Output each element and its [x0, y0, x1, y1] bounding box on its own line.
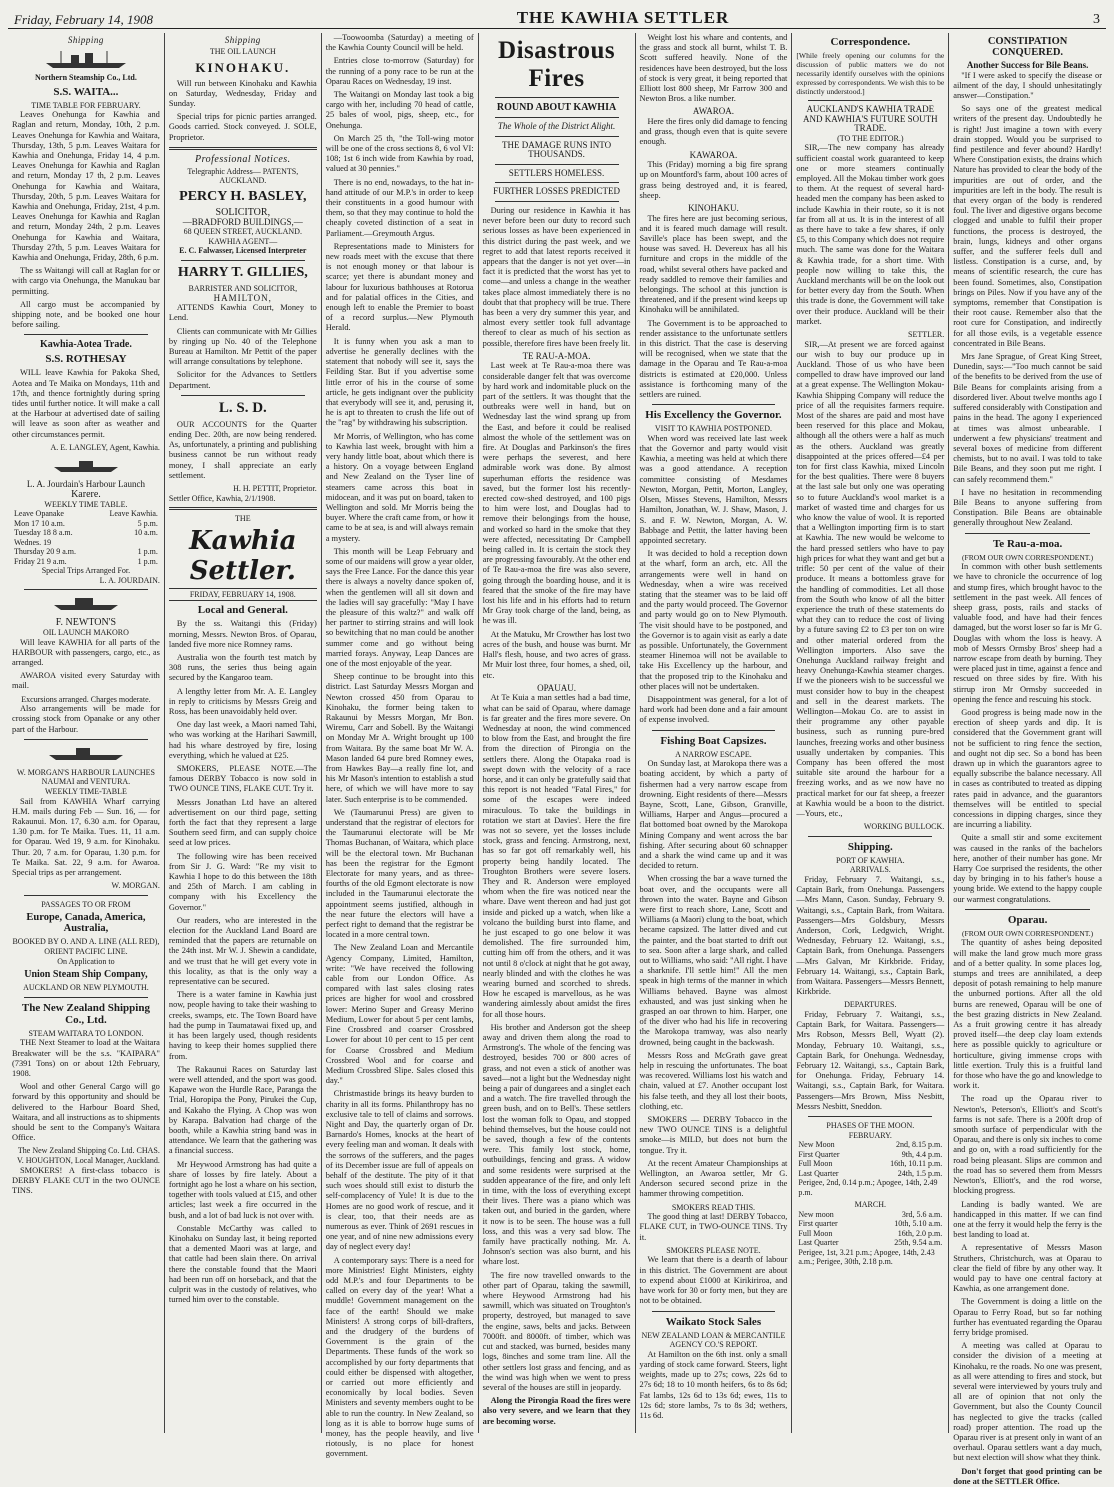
langley-signature: A. E. LANGLEY, Agent, Kawhia. [50, 442, 160, 452]
column-3 [322, 33, 479, 1459]
table-cell: Friday 21 9 a.m. [14, 556, 67, 566]
paragraph: Good progress is being made now in the erection of sheep yards and dip. It is considered that the Government grant will not be sufficient to ring fence the section, and ought not dip sec. So a bond has been drawn up in which the guarantors agree to equally subscribe the balance necessary. All in cases as contributed to treated as dipping rates paid in advance, and the guarantors themselves will be entitled to special concessions in dipping charges, since they are incurring a liability. [953, 707, 1102, 830]
table-row [12, 538, 160, 548]
kinohaku-text: Will run between Kinohaku and Kawhia on Saturday, Wednesday, Friday and Sunday. [168, 78, 317, 108]
tt-head-right: Leave Kawhia. [109, 509, 158, 519]
disclaimer: [While freely opening our columns for the discussion of public matters we do not necessarily identify ourselves with the opinions expressed by correspondents. We wish this to be distinctly understood.] [796, 51, 945, 96]
newspaper-banner: Kawhia Settler. [189, 525, 297, 586]
paragraph: So says one of the greatest medical writers of the present day. Undoubtedly he is right! Just imagine a town with every drain stopped. Would you be surprised to find pestilence and fever abound? Hardly! Where Constipation exists, the drains which Nature has provided to clear the body of the impurities are out of order, and the impurities are left in the body. The result is that every organ of the body is rendered foul. The liver and digestive organs become clogged and unable to fulfil their proper functions, the process is destroyed, the brain, lungs, kidneys and other organs suffer, and the sufferer feels dull and listless. Constipation is a curse, and, by means of scientific research, the cure has been found. Sometimes, also, Constipation brings on Piles. Now if you have any of the symptoms, remember that Constipation is their root cause. Remember also that the root cure for Constipation, and indirectly for all those evils, is a vegetable essence concentrated in Bile Beans. [953, 104, 1102, 348]
attends-court: ATTENDS Kawhia Court, Money to Lend. [168, 303, 317, 323]
smokers-ad: SMOKERS! A first-class tobacco is DERBY FLAKE CUT in the two OUNCE TINS. [12, 1165, 160, 1196]
launch-icon [41, 744, 131, 764]
aotea-trade: Kawhia-Aotea Trade. [40, 339, 132, 351]
paragraph: A contemporary says: There is a need for more Ministries! Eight Ministers, eighty odd M.P.'s and four Departments to be called on every day of the year! What a muddle! Government management on the face of the earth! Should we make Ministers! A strong corps of bill-drafters, and the drudgery of the burdens of Government is the grain of the Departments. These funds of the work so accomplished by our forty departments that could either be dispensed with altogether, or carried out more efficiently and economically by local bodies. Seven Ministers and seventy members ought to be able to run the country. In New Zealand, so long as it is able to borrow huge sums of money, has the people heavily, and live riotously, is no place for honest government. [325, 1255, 474, 1459]
morgan-signature: W. MORGAN. [111, 881, 160, 891]
cargo-note: All cargo must be accompanied by shipping note, and be booked one hour before sailing. [12, 299, 160, 330]
table-row [796, 1248, 944, 1267]
moon-march: MARCH. [854, 1200, 886, 1210]
sub-heading: TE RAU-A-MOA. [522, 350, 591, 361]
table-cell: Thursday 20 9 a.m. [14, 547, 76, 557]
table-row [12, 528, 160, 538]
column-4 [479, 33, 636, 1433]
paragraph: The Waitangi on Monday last took a big cargo with her, including 70 head of cattle, 25 bales of wool, pigs, sheep, etc., for Onehunga. [325, 90, 474, 130]
table-row [796, 1150, 944, 1160]
newton-title: F. NEWTON'S [55, 617, 117, 629]
smokers-text: The good thing at last! DERBY Tobacco, FLAKE CUT, in TWO-OUNCE TINS. Try it. [639, 1212, 788, 1242]
barrister: BARRISTER AND SOLICITOR, [188, 283, 298, 293]
paragraph: Our readers, who are interested in the election for the Auckland Land Board are reminded that the papers are returnable on the 24th inst. Mr W. J. Shewin a candidate, and we trust that he will get every vote in this locality, as that is the only way a representative can be secured. [168, 915, 317, 987]
departures-heading: DEPARTURES. [844, 1000, 897, 1010]
paragraph: Along the Pirongia Road the fires were also very severe, and we learn that they are becoming worse. [482, 1396, 631, 1426]
waitaki-title: S.S. WAITA... [53, 85, 119, 98]
table-cell: Last Quarter [798, 1238, 839, 1248]
nz-shipping-signature: The New Zealand Shipping Co. Ltd. CHAS. V. HOUGHTON, Local Manager, Auckland. [16, 1146, 160, 1166]
table-cell: 16th, 2.0 p.m. [897, 1228, 943, 1238]
paragraph: —Toowoomba (Saturday) a meeting of the Kawhia County Council will be held. [325, 33, 474, 53]
column-7 [949, 33, 1106, 1486]
gillies-name: HARRY T. GILLIES, [177, 264, 308, 280]
paragraph: The following wire has been received from Sir J. G. Ward: "Re my visit to Kawhia I hope to do this between the 18th and 25th of March. I am cabling in company with his Excellency the Governor." [168, 851, 317, 912]
table-row [796, 1219, 944, 1229]
sub-heading: KINOHAKU. [688, 203, 739, 214]
paragraph: Australia won the fourth test match by 308 runs, the series thus being again secured by the Kangaroo team. [168, 652, 317, 683]
table-cell: 9th, 4.4 p.m. [901, 1149, 943, 1159]
bullock-signature: WORKING BULLOCK. [863, 822, 945, 832]
paragraph: On March 25 th, "the Toll-wing motor will be one of the cross sections 8, 6 vol VI: 108; 1st 6 inch wide from Kawhia by road, valued at 30 pennies." [325, 133, 474, 174]
paragraph: This (Friday) morning a big fire sprang up on Mountford's farm, about 100 acres of grass being destroyed and, it is feared, sheep. [639, 160, 788, 200]
banner-date: FRIDAY, FEBRUARY 14, 1908. [169, 588, 317, 602]
apply: On Application to [57, 956, 115, 966]
paragraph: The road up the Oparau river to Newton's, Peterson's, Elliott's and Scott's farms is not safe. There is a 200ft drop of smooth surface of perpendicular with the Oparau, and there is only six inches to come and go on, with a road sufficiently for the road being pleasant. Slips are common and the road has so severed them from Messrs Newton's, Elliott's, and the rod worse, blocking progress. [953, 1094, 1102, 1196]
paragraph: SIR,—The new company has already sufficient coastal work guaranteed to keep one or more steamers continually employed. All the Mokau timber work goes to them. At the request of several hard-headed men the company has been asked to include Kawhia in their route, so it is not far from all at us. It is in the interest of all as there have to take a few shares, if only £5, to this Company which does not require much. The same was done for the Waitara & Kawhia trade, for a short time. With people now willing to take this, the Auckland merchants will be on the look out for better every day from the South. When this trade is done, the Government will take over their produce. Auckland will be their market. [796, 143, 945, 326]
basley-name: PERCY H. BASLEY, [179, 189, 307, 204]
paragraph: The fires here are just becoming serious, and it is feared much damage will result. Saville's place has been swept, and the house was saved. H. Devereux has all his furniture and crops in the middle of the road, whilst several others have packed and ready saddled to remove their families and belongings. The school at this junction is threatened, and if the present wind keeps up Kinohaku will be annihilated. [639, 213, 788, 315]
rothesay-title: S.S. ROTHESAY [45, 353, 127, 366]
nz-shipping-co: The New Zealand Shipping Co., Ltd. [21, 1001, 150, 1026]
bile-beans-heading: Another Success for Bile Beans. [966, 60, 1089, 70]
advances-note: Solicitor for the Advances to Settlers Department. [168, 370, 317, 390]
passages: PASSAGES TO OR FROM [41, 899, 131, 909]
table-row [796, 1140, 944, 1150]
table-row [12, 519, 160, 529]
table-cell: 10 a.m. [134, 528, 158, 538]
next-steamer: THE Next Steamer to load at the Waitara Breakwater will be the s.s. "KAIPARA" (7391 Tons) on or about 12th February, 1908. [12, 1038, 160, 1079]
own-correspondent: (FROM OUR OWN CORRESPONDENT.) [962, 928, 1094, 938]
table-cell: Perigee, 2nd, 0.14 p.m.; Apogee, 14th, 2.49 p.m. [798, 1178, 938, 1197]
clients-note: Clients can communicate with Mr Gillies by ringing up No. 40 of the Telephone Bureau at Hamilton. Mr Pettit of the paper will arrange consultations by telephone. [168, 326, 317, 367]
paragraph: Entries close to-morrow (Saturday) for the running of a pony race to be run at the Oparau Races on Wednesday, 19 inst. [325, 56, 474, 86]
table-cell: First Quarter [798, 1149, 840, 1159]
paragraph: Mr Heywood Armstrong has had quite a share of losses by fire lately. About a fortnight ago he lost a whare on his section, together with tools valued at £15, and other articles; last week a fire occurred in the bush, and a lot of bad luck is not over with. [168, 1159, 317, 1220]
table-cell: 16th, 10.11 p.m. [890, 1159, 943, 1169]
paragraph: A meeting was called at Oparau to consider the division of a meeting at Kinohaku, re the roads. No one was present, as all were attending to fires and stock, but several were interviewed by yours truly and all are of opinion that not only the Government, but also the County Council has neglected to give the tracks (called road) proper attention. The road up the Oparau river is at present only in want of an overhaul. Oparau settlers want a day much, but next election will show what they think. [953, 1341, 1102, 1463]
morgan-text: Sail from KAWHIA Wharf carrying H.M. mails during Feb — Sun. 16, — for Rakaunui. Mon. 17, 6.30 a.m. for Oparau, 1.30 p.m. for Te Maika. Tues. 11, 11 a.m. for Oparau. Wed 19, 9 a.m. for Kinohaku. Thur. 20, 7 a.m. for Oparau, 1.30 p.m. for Te Maika. Sat. 22, 9 a.m. for Awaroa. Special trips as per arrangement. [12, 796, 160, 878]
union-address: AUCKLAND OR NEW PLYMOUTH. [23, 983, 149, 993]
steamship-icon [41, 49, 131, 69]
launch-icon [41, 594, 131, 614]
jourdain-launch: L. A. Jourdain's Harbour Launch [26, 479, 145, 490]
oil-launch-heading: THE OIL LAUNCH [209, 47, 276, 56]
page-number: 3 [1092, 12, 1100, 27]
paragraph: Representations made to Ministers for new roads meet with the excuse that there is not enough money or that labour is scarce; yet there is abundant money and labour for luxurious bathhouses at Rotorua and for palatial offices in the Cities, and enough left to enable the Premier to boast of a record surplus.—New Plymouth Herald. [325, 241, 474, 333]
table-cell: 24th, 1.5 p.m. [897, 1168, 943, 1178]
newspaper-title: THE KAWHIA SETTLER [516, 8, 730, 27]
column-2 [165, 33, 322, 1433]
moon-feb: FEBRUARY. [848, 1130, 892, 1140]
solicitor: SOLICITOR, [215, 207, 271, 218]
local-general-heading: Local and General. [197, 604, 288, 617]
smokers-note: SMOKERS PLEASE NOTE. [666, 1245, 761, 1255]
company-name: Northern Steamship Co., Ltd. [35, 73, 137, 82]
whole-district: The Whole of the District Alight. [497, 121, 616, 131]
paragraph: At the Matuku, Mr Crowther has lost two acres of the bush, and house was burnt. Mr Hall's flesh, house, and two acres of grass. Mr Muir lost three, four homes, a shed, oil, etc. [482, 629, 631, 680]
arrivals-heading: ARRIVALS. [849, 865, 891, 875]
pettit-signature: H. H. PETTIT, Proprietor. [233, 484, 317, 493]
port-heading: PORT OF KAWHIA. [835, 855, 905, 865]
paragraph: When word was received late last week that the Governor and party would visit Kawhia, a meeting was held at which there was a good attendance. A reception committee consisting of Mesdames Newton, Morgan, Pettit, Morton, Langley, Olsen, Misses Stevens, Hamilton, Messrs Hamilton, Jonathan, W. J. Shaw, Mason, J. S. and F. W. Newton, Morgan, A. W. Babbage and Pettit, the latter having been appointed secretary. [639, 433, 788, 545]
paragraph: The Government is doing a little on the Oparau to Ferry Road, but so far nothing further has eventuated regarding the Oparau ferry bridge promised. [953, 1297, 1102, 1337]
morgan-title: W. MORGAN'S HARBOUR LAUNCHES NAUMAI and VENTURA. [16, 767, 155, 787]
column-6 [792, 33, 949, 1433]
launch-icon [41, 456, 131, 476]
paragraph: There is no end, nowadays, to the hat in-hand attitude of our M.P.'s in order to keep their constituents in a good humour with them, so that they may continue to hold the cheaply coveted distinction of a seat in Parliament.—Greymouth Argus. [325, 177, 474, 238]
table-row [796, 1238, 944, 1248]
paragraph: The Government is to be approached to render assistance to the unfortunate settlers in this district. That the case is deserving will be recognised, when we state that the damage in the Oparau and Te Rau-a-moa districts is estimated at £20,000. Unless assistance is forthcoming many of the settlers are ruined. [639, 318, 788, 400]
also-arrangements: Also arrangements will be made for crossing stock from Opanake or any other part of the Harbour. [12, 704, 160, 734]
launch-timetable [12, 509, 160, 566]
lsd-title: L. S. D. [218, 399, 267, 416]
table-cell: Last Quarter [798, 1168, 839, 1178]
own-correspondent: (FROM OUR OWN CORRESPONDENT.) [962, 552, 1094, 562]
departures-list: Friday, February 7. Waitangi, s.s., Captain Bark, for Waitara. Passengers—Mrs Robson, Messrs Bell, Wyatt (2). Monday, February 10. Waitangi, s.s., Captain Bark, for Onehunga. Wednesday, February 12. Waitangi, s.s., Captain Bark, for Onehunga. Friday, February 14. Waitangi, s.s., Captain Bark, for Waitara. Passengers—Mrs Brown, Miss Nesbitt, Messrs Nesbitt, Sneddon. [796, 1009, 945, 1111]
paragraph: This month will be Leap February and some of our maidens will grow a year older, says the Free Lance. For the dance this year there is always a novelty dance spoken of, when the gentlemen will all sit down and the ladies will say gracefully: "May I have the pleasure of this waltz?" and walk off her partner to stirring strains and will look so bewitching that no man could be another summer come and go without being married forays. Anyway, Leap Dances are one of the most enjoyable of the year. [325, 546, 474, 668]
newton-launch: OIL LAUNCH MAKORO [42, 628, 129, 638]
timetable-title: TIME TABLE FOR FEBRUARY. [31, 100, 141, 110]
nzloan-report: NEW ZEALAND LOAN & MERCANTILE AGENCY CO.'S REPORT. [641, 1330, 786, 1350]
table-cell: First quarter [798, 1219, 838, 1229]
paragraph: Sheep continue to be brought into this district. Last Saturday Messrs Morgan and Newton crossed 450 from Oparau to Kinohaku, the former being taken to Rakaunui by Messrs Morgan, Mr Bon. Wiremu, Carr and Sobell. By the Waitangi on Monday Mr A. Wright brought up 100 from Waitara. By the same boat Mr W. A. Mason landed 64 pure bred Romney ewes, from Hawkes Bay—a really fine lot, and his Mr Mason's intention to establish a stud here, of which we will have more to say later. Such enterprise is to be commended. [325, 672, 474, 804]
masthead [8, 4, 1106, 29]
smokers-read: SMOKERS READ THIS. [671, 1202, 756, 1212]
paragraph: It is funny when you ask a man to advertise he generally declines with the statement that nobody will see it, says the Feilding Star. But if you advertise some little error of his in the course of some article, he gets indignant over the publicity that everybody will see it, and, perusing it, he is apt to threaten to crush the life out of the "rag" by withdrawing his subscription. [325, 336, 474, 428]
telegraphic-address: Telegraphic Address— PATENTS, AUCKLAND. [187, 166, 299, 186]
steam-london: STEAM WAITARA TO LONDON. [28, 1028, 144, 1038]
paragraph: At Te Kuia a man settles had a bad time, what can be said of Oparau, where damage is far greater and the fires more severe. On Wednesday at noon, the wind commenced to blow from the East, and brought the fire from the direction of Pirongia on the settlers there. Along the Otapaka road is swept down with the velocity of a race horse, and it can only be gratefully said that this report is not headed "Fatal Fires," for some of the escapes were indeed miraculous. To take the buildings in rotation we start at Davies'. Here the fire was not so severe, yet the losses include stock, grass and fencing. Armstrong, next, has so far got off remarkably well, his property being handily located. The Troughton Brothers were severe losers. They and R. Anderson were employed whom when the fire was noticed near the whare. Dave went thereon and had just got inside and picked up a watch, when like a volcano the building burst into flame, and he just escaped to go one below it was demolished. The fire surrounded him, cutting him off from the others, and it was not until 8 o'clock at night that he got away, nearly blinded and with the clothes he was wearing burned and scorched to shreds. How he escaped is marvellous, as he was wandering aimlessly about amidst the fires for all those hours. [482, 693, 631, 1019]
table-row [796, 1178, 944, 1197]
newton-awaroa: AWAROA visited every Saturday with mail. [12, 671, 160, 691]
trade-heading: AUCKLAND'S KAWHIA TRADE AND KAWHIA'S FUTURE SOUTH TRADE. [802, 104, 938, 134]
section-shipping: Shipping [67, 35, 104, 45]
fishing-heading: Fishing Boat Capsizes. [660, 734, 767, 747]
table-row [796, 1169, 944, 1179]
disastrous-fires-headline: Disastrous Fires [498, 37, 616, 92]
section-shipping: Shipping [224, 35, 261, 45]
table-cell: Mon 17 10 a.m. [14, 518, 65, 528]
paragraph: Quite a small stir and some excitement was caused in the ranks of the bachelors here, another of their number has gone. Mr Harry Coe surprised the residents, the other day by bringing in to his father's house a young bride. We extend to the happy couple our warmest congratulations. [953, 833, 1102, 904]
table-cell: Perigee, 1st, 3.21 p.m.; Apogee, 14th, 2.43 a.m.; Perigee, 30th, 2.18 p.m. [798, 1247, 935, 1267]
paragraph: The fire now travelled onwards to the other part of Oparau, taking the sawmill, where Heywood Armstrong had his sawmill, which was situated on Troughton's property, destroyed, but managed to save the engine, saws, belts and jacks. Between 7000ft. and 8000ft. of timber, which was cut and stacked, was burned, besides many logs, 8inches and some tram line. All the other settlers lost grass and fencing, and as the wind was high when we went to press several of the houses are still in jeopardy. [482, 1270, 631, 1392]
timetable-note: The ss Waitangi will call at Raglan for or with cargo via Onehunga, the Manukau bar permitting. [12, 266, 160, 296]
paragraph: We (Taumarunui Press) are given to understand that the registrar of electors for the Taumarunui electorate will be Mr Thomas Buchanan, of Waitara, which place will be the electoral town. Mr Buchanan has been the registrar for the Egmont Electorate for many years, and as three-fourths of the old Egmont electorate is now included in the Taumarunui electorate the appointment seems justified, although in the near future the electors will have a perfect right to demand that the registrar be located in a more central town. [325, 807, 474, 940]
paragraph: Weight lost his whare and contents, and the grass and stock all burnt, whilst T. B. Scott suffered heavily. None of the residences have been destroyed, but the loss of stock is very great, it being reported that Elliott lost 800 sheep, Mr Farrow 300 and Newton Bros. a like number. [639, 33, 788, 104]
settler-office: Settler Office, Kawhia, 2/1/1908. [168, 493, 276, 503]
to-editor: (TO THE EDITOR.) [837, 133, 904, 143]
kinohaku-note: Special trips for picnic parties arranged. Goods carried. Stock conveyed. J. SOLE, Proprietor. [168, 112, 317, 142]
paragraph: During our residence in Kawhia it has never before been our duty to record such serious losses as have been experienced in this district during the past week, and we regret to add that latest reports received it appears that the danger is not yet over—in fact it is predicted that the worst has yet to come—and unless a change in the weather takes place almost immediately there is no doubt that that prophecy will be true. There has been a very dry summer this year, and almost every settler took full advantage thereof to clear as much of his section as possible, therefore fires have been freely lit. [482, 205, 631, 348]
paragraph: I have no hesitation in recommending Bile Beans to anyone suffering from Constipation. Bile Beans are obtainable generally throughout New Zealand. [953, 487, 1102, 528]
wool-cargo: Wool and other General Cargo will go forward by this opportunity and should be delivered to the Harbour Board Shed, Waitara, and all instructions as to shipments should be sent to the Company's Waitara Office. [12, 1082, 160, 1143]
paragraph: Messrs Jonathan Ltd have an altered advertisement on our third page, setting forth the fact that they represent a large Southern seed firm, and can supply choice seed at low prices. [168, 797, 317, 848]
paragraph: It was decided to hold a reception down at the wharf, form an arch, etc. All the arrangements were well in hand on Wednesday, when a wire was received stating that the steamer was to be laid off and the party would proceed. The Governor and party would go on to New Plymouth. The visit should have to be postponed, and the Governor is to again visit as early a date as possible. Unfortunately, the Government steamer Hinemoa will not be available to take His Excellency up the harbour, and that the proposed trip to the Kinohaku and other places will not be undertaken. [639, 549, 788, 691]
table-cell: Full Moon [798, 1159, 833, 1169]
sub-heading: KAWAROA. [689, 149, 738, 160]
table-row [796, 1210, 944, 1220]
moon-heading: PHASES OF THE MOON. [826, 1121, 915, 1131]
paragraph: Disappointment was general, for a lot of hard work had been done and a fair amount of expense involved. [639, 694, 788, 725]
kinohaku-title: KINOHAKU. [195, 59, 291, 75]
issue-date: Friday, February 14, 1908 [14, 12, 154, 27]
bradford-buildings: —BRADFORD BUILDINGS,— [182, 216, 303, 227]
paragraph: When crossing the bar a wave turned the boat over, and the occupants were all thrown into the water. Bayne and Gibson were first to reach shore, Lane, Scott and Williams (a Maori) clung to the boat, which became capsized. The latter dived and cut the painter, and the boat started to drift out to sea. Soon after a large shark, and called out to Williams, who said: "All right. I have a sharknife. I'll settle him!" All the men speak in high terms of the manner in which Williams behaved. Bayne was almost exhausted, and was just sinking when he grasped an oar thrown to him. Harper, one of the diver who had his life in recovering the Marokopa tramway, was also nearly drowned, being caught in the backwash. [639, 874, 788, 1047]
sub-heading: OPAUAU. [537, 682, 577, 693]
sub-heading: AWAROA. [692, 106, 734, 117]
paragraph: By the ss. Waitangi this (Friday) morning, Messrs. Newton Bros. of Oparau, landed five more nice Romney rams. [168, 619, 317, 649]
table-cell: 1 p.m. [137, 547, 158, 557]
rothesay-text: WILL leave Kawhia for Pakoka Shed, Aotea and Te Maika on Mondays, 11th and 17th, and thence fortnightly during spring tides until further notice. It will make a call at the Harbour at advertised date of sailing will leave as soon after as weather and other circumstances permit. [12, 368, 160, 439]
moon-table-march [796, 1210, 944, 1267]
raumoa-heading: Te Rau-a-moa. [992, 537, 1063, 550]
paragraph: Last week at Te Rau-a-moa there was considerable danger felt that was overcome by hard work and indomitable pluck on the part of the settlers. It was thought that the outbreaks were well in hand, but on Wednesday last the wind sprang up from the East, and before it could be realised almost the whole of the settlement was on fire. At Douglas and Parkinson's the fires were perhaps the severest, and here admirable work was done. By almost superhuman efforts the residence was saved, but the former lost his recently-erected cow-shed destroyed, and 100 pigs to him were lost, and Douglas had to remove their belongings from the house, and worked so hard in the smoke that they were affected, necessitating Dr Campbell being called in. It is certain the stock they are progressing favourably. At the other end of Te Rau-a-moa the fire was also severe, going through the boarding house, and it is feared that the smoke of the fire may have lost his life and in his efforts had to return Mr Gray took charge of the land, being, as he was ill. [482, 361, 631, 626]
table-row [12, 557, 160, 567]
paragraph: Mrs Jane Sprague, of Great King Street, Dunedin, says:—"Too much cannot be said of the benefits to be derived from the use of Bile Beans for complaints arising from a disordered liver. About twelve months ago I suffered considerably with Constipation and pains in the head. The agony I experienced at times was almost unbearable. I underwent a few physicians' treatment and several boxes of medicine from different chemists, but to no avail. I was told to take Bile Beans, and they soon put me right. I can safely recommend them." [953, 352, 1102, 484]
queen-street: 68 QUEEN STREET, AUCKLAND. [183, 227, 302, 237]
professional-notices: Professional Notices. [194, 153, 291, 165]
tt-head-left: Leave Opanake [14, 509, 64, 519]
table-cell: 3rd, 5.6 a.m. [901, 1209, 943, 1219]
paragraph: There is a water famine in Kawhia just now, people having to take their washing to creeks, swamps, etc. The Town Board have had the pump in Taumatawai fixed up, and it has been largely used, though residents having to keep their homes supplied there from. [168, 990, 317, 1061]
table-cell: 5 p.m. [137, 518, 158, 528]
paragraph: His brother and Anderson got the sheep away and driven them along the road to Armstrong's. The whole of the fencing was destroyed, besides 700 or 800 acres of grass, and not even a stick of another was saved—not a light but the Wednesday night being a pair of dungarees and a singlet each and a watch. The fire travelled through the green bush, and on to Bell's. These settlers lost the woman folk to Opau, and stopped behind themselves, but the house could not be saved, though a few of the contents were. This family lost stock, home, outbuildings, fencing and grass. A widow and some residents were surprised at the sudden appearance of the fire, and only left in time, with the loss of everything except their lives. There was a piano which was taken out, and buried in the garden, where it now is to be seen. The house was a full loss, and this was a very sad blow. The family have practically nothing. Mr. A. Johnson's section was also burnt, and his whare lost. [482, 1022, 631, 1267]
printing-notice: Don't forget that good printing can be done at the SETTLER Office. [953, 1466, 1102, 1486]
paragraph: A lengthy letter from Mr. A. E. Langley in reply to criticisms by Messrs Greig and Ross, has been unavoidably held over. [168, 686, 317, 716]
falwasser: E. C. Falwasser, Licensed Interpreter [179, 246, 307, 256]
column-1 [8, 33, 165, 1433]
waikato-heading: Waikato Stock Sales [665, 1315, 762, 1328]
banner-the: THE [235, 514, 251, 524]
correspondence-heading: Correspondence. [830, 36, 911, 48]
governor-heading: His Excellency the Governor. [645, 409, 782, 422]
paragraph: Here the fires only did damage to fencing and grass, though even that is quite severe enough. [639, 117, 788, 147]
oparau-heading: Oparau. [1007, 913, 1048, 926]
kawhia-agent: KAWHIA AGENT— [208, 236, 278, 246]
further-losses: FURTHER LOSSES PREDICTED [493, 186, 621, 197]
table-cell: New Moon [798, 1140, 835, 1150]
union-steamship: Union Steam Ship Company, [24, 969, 148, 981]
europe: Europe, Canada, America, Australia, [26, 912, 146, 935]
excursions: Excursions arranged. Charges moderate. [21, 694, 151, 704]
paragraph: One day last week, a Maori named Tahi, who was working at the Harihari Sawmill, had his whare destroyed by fire, losing everything, which he valued at £25. [168, 720, 317, 760]
paragraph: Messrs Ross and McGrath gave great help in rescuing the unfortunates. The boat was recovered. Williams lost his watch and chain, valued at £7. Another occupant lost his false teeth, and they all lost their boots, clothing, etc. [639, 1050, 788, 1111]
table-row [796, 1229, 944, 1239]
weekly-timetable: WEEKLY TIME TABLE. [44, 499, 128, 509]
newton-text: Will leave KAWHIA for all parts of the HARBOUR with passengers, cargo, etc., as arranged. [12, 637, 160, 668]
paragraph: A representative of Messrs Mason Struthers, Christchurch, was at Oparau to clear the field of fibre by any other way. It would pay to have one central factory at Kawhia, as one arrangement done. [953, 1243, 1102, 1294]
damage-thousands: THE DAMAGE RUNS INTO THOUSANDS. [502, 139, 612, 160]
timetable-text: Leaves Onehunga for Kawhia and Raglan and return, Monday, 10th, 2 p.m. Leaves Onehunga for Kawhia and Waitara, Thursday, 13th, 5 p.m. Leaves Waitara for Kawhia and Onehunga, Friday 14, 4 p.m. Leaves Onehunga for Kawhia and Raglan and return, Monday 17 th, 2 p.m. Leaves Onehunga for Kawhia and Waitara, Thursday, 20th, 5 p.m. Leaves Waitara for Kawhia and Onehunga, Friday, 21st, 4 p.m. Leaves Onehunga for Kawhia and Raglan and return, Monday 24th, 2 p.m. Leaves Onehunga for Kawhia and Waitara, Thursday 27th, 5 p.m. Leaves Waitara for Kawhia and Onehunga, Friday, 28th, 6 p.m. [12, 110, 160, 263]
paragraph: In common with other bush settlements we have to chronicle the occurrence of log and stump fires, which brought havoc to the settlement in the past week. All fences of sheep grass, posts, rails and stacks of valuable food, and have had their fences damaged, but the worst loser so far is Mr G. Douglas with whom the loss is heavy. A mob of Messrs Ormsby Bros' sheep had a narrow escape from death by burning. They were placed just in time, against a fence and rescued on three sides by fire. With his stirrup iron Mr Ormsby succeeded in opening the fence and rescuing his stock. [953, 562, 1102, 704]
smokers-notice: SMOKERS, PLEASE NOTE.—The famous DERBY Tobacco is now sold in TWO OUNCE TINS, FLAKE CUT. Try it. [168, 764, 317, 794]
moon-table-feb [796, 1140, 944, 1197]
special-trips: Special Trips Arranged For. [41, 566, 131, 576]
paragraph: On Sunday last, at Marokopa there was a boating accident, by which a party of fishermen had a very narrow escape from drowning. Eight residents of there—Messrs Bayne, Scott, Lane, Gibson, Granville, Williams, Harper and Angus—procured a flat bottomed boat owned by the Marokopa Mining Company and went across the bar fishing. After securing about 60 schnapper and a shark the wind came up and it was decided to return. [639, 759, 788, 871]
narrow-escape: A NARROW ESCAPE. [675, 749, 752, 759]
round-kawhia: ROUND ABOUT KAWHIA [496, 102, 617, 113]
arrivals-list: Friday, February 7. Waitangi, s.s., Captain Bark, from Onehunga. Passengers—Mrs Mann, Cason. Sunday, February 9. Waitangi, s.s., Captain Bark, from Waitara. Passengers—Mrs Goldsbury, Messrs Anderson, Cork, Ledgwich, Wright. Wednesday, February 12. Waitangi, s.s., Captain Bark, from Onehunga. Passengers—Mrs Galvan, Mr Kirkbride. Friday, February 14. Waitangi, s.s., Captain Bark, from Waitara. Passengers—Messrs Bennett, Kirkbride. [796, 874, 945, 997]
table-cell: 2nd, 8.15 p.m. [896, 1140, 943, 1150]
table-cell: New moon [798, 1209, 834, 1219]
smokers-notice: SMOKERS — DERBY Tobacco in the new TWO OUNCE TINS is a delightful smoke—is MILD, but does not burn the tongue. Try it. [639, 1115, 788, 1155]
shipping-heading: Shipping. [847, 840, 893, 853]
paragraph: Christmastide brings its heavy burden to charity in all its forms. Philanthropy has no exclusive tale to tell of claims and sorrows. Night and Day, the quarterly organ of Dr. Barnardo's Homes, knocks at the heart of every feeling man and woman. It deals with the sorrows of the sufferers, and the pages of its December issue are full of appeals on behalf of the destitute. The pity of it that such woes should still exist to disturb the self-complacency of Yule! It is due to the Homes are no good work of rescue, and it is clear, too, that their needs are as numerous as ever. Think of 2691 rescues in one year, and of nine new admissions every day of neglect every day! [325, 1089, 474, 1252]
paragraph: Landing is badly wanted. We are handicapped in this matter. If we can find one at the ferry it would help the ferry is the best landing to load at. [953, 1199, 1102, 1240]
booked-by: BOOKED BY O. AND A. LINE (ALL RED), ORIENT PACIFIC LINE. [12, 937, 160, 957]
settler-signature: SETTLER. [908, 330, 945, 340]
table-cell: 25th, 9.54 a.m. [894, 1238, 943, 1248]
lsd-text: OUR ACCOUNTS for the Quarter ending Dec. 20th, are now being rendered. As, unfortunately, a printing and publishing business cannot be run without ready money, I shall appreciate an early settlement. [168, 419, 317, 480]
table-cell: 10th, 5.10 a.m. [894, 1219, 943, 1229]
paragraph: Constable McCarthy was called to Kinohaku on Sunday last, it being reported that a demented Maori was at large, and that cattle had been slain there. On arrival there the constable found that the Maori had been run off on horseback, and that the culprit was in the custody of relatives, who turned him over to the constable. [168, 1223, 317, 1305]
table-row [796, 1159, 944, 1169]
paragraph: At the recent Amateur Championships at Wellington, an Awaroa settler, Mr G. Anderson secured second prize in the hammer throwing competition. [639, 1158, 788, 1199]
paragraph: We learn that there is a dearth of labour in this district. The Government are about to expend about £1000 at Kirikiriroa, and have work for 30 or forty men, but they are not to be obtained. [639, 1255, 788, 1306]
paragraph: The Rakaunui Races on Saturday last were well attended, and the sport was good. Kapawe won the Hurdle Race, Paranga the Trial, Horopipa the Pony, Pirukei the Cup, and Kakaho the Flying. A Chop was won by Karapa. Balvation had charge of the booth, while a Kawhia string band was in attendance. We learn that the gathering was a financial success. [168, 1064, 317, 1156]
paragraph: SIR,—At present we are forced against our wish to buy our produce up in Auckland. Those of us who have been compelled to draw have improved our land at a great expense. The Wellington Mokau-Kawhia Shipping Company will reduce the price of all the requisites farmers require. Most of the shares are paid and most have been reserved for this place and Mokau, although all the others were a half as much as the others. Auckland was greatly disappointed at the prices offered—£4 per ton for first class Kawhia, mixed Lincoln for the best qualities. There were 8 buyers at the last sale but only one was operating so to future Auckland's wool market is a market of wasted time and charges for us who know the value of wool. It is reported that a Wellington importing firm is to start at Kawhia. The new would be welcome to the hard pressed settlers who have to pay high prices for what they want and get but a trifle: 50 per cent of the value of their produce. It means a bottomless grave for the handling of commodities. Let all those from the South who know of all the bitter experience the truth of these statements do what they can to reduce the cost of living by a future saving £2 to £3 per ton on wire and other material ordered from the Wellington importers. Also save the Onehunga Auckland railway freight and heavy Onehunga-Kawhia steamer charges. If we the pioneers wish to be successful we must consider how to buy in the cheapest and sell in the dearest markets. The Wellington—Mokau Co. are to assist in their programme any other payable business, such as running pure-bred launches, freezing works and other business usually undertaken by companies. This Company has been offered the most suitable site around the harbour for a freezing works, and as we now have no practical market for our fat sheep, a freezer at Kawhia would be a boon to the district.—Yours, etc., [796, 339, 945, 818]
table-cell: Tuesday 18 8 a.m. [14, 528, 73, 538]
paragraph: At Hamilton on the 6th inst. only a small yarding of stock came forward. Steers, light weights, made up to 27s; cows, 22s 6d to 27s 6d; 18 to 10 month heifers, 6s to 8s 6d; Fat lambs, 12s 6d to 13s 6d; ewes, 11s to 12s 6d; store lambs, 7s to 8s 3d; wethers, 11s 6d. [639, 1349, 788, 1420]
table-cell: Wednes. 19 [14, 537, 52, 547]
table-cell: Full Moon [798, 1228, 833, 1238]
paragraph: Mr Morris, of Wellington, who has come to Kawhia last week, brought with him a very handy little boat, about which there is a history. On a voyage between England and New Zealand on the Tyser line of steamers came across this boat in midocean, and it was put on board, taken to Wellington and sold. Mr Morris being the buyer. Where the craft came from, or how it came to be at sea, is and will always remain a mystery. [325, 431, 474, 543]
settlers-homeless: SETTLERS HOMELESS. [508, 167, 605, 178]
table-row [12, 547, 160, 557]
constipation-heading: CONSTIPATION CONQUERED. [987, 36, 1068, 58]
hamilton: HAMILTON, [213, 292, 272, 303]
visit-postponed: VISIT TO KAWHIA POSTPONED. [654, 424, 773, 434]
column-5 [636, 33, 793, 1433]
karere: Karere. [71, 489, 101, 501]
paragraph: The New Zealand Loan and Mercantile Agency Company, Limited, Hamilton, write: "We have received the following cable from our London Office. As compared with last sales closing rates prices are higher for wool and crossbred lower: Merino Super and Greasy Merino Medium, Lower for about 5 per cent lambs, Fine Crossbred and coarser Crossbred Lower for about 10 per cent to 15 per cent for Coarse Crossbred and Medium Crossbred Wool and for coarse and Medium Crossbred Slipe. Sales closed this day." [325, 943, 474, 1086]
jourdain-signature: L. A. JOURDAIN. [99, 575, 160, 585]
table-cell: 1 p.m. [137, 556, 158, 566]
paragraph: "If I were asked to specify the disease or ailment of the day, I should unhesitatingly answer—Constipation." [953, 70, 1102, 100]
paragraph: The quantity of ashes being deposited will make the land grow much more grass and of a better quality. In some places log, stumps and trees are annihilated, a deep deposit of potash remaining to help manure the unburned portions. After all the old burns are renewed, Oparau will be one of the best grazing districts in New Zealand. As a fruit growing centre it has already proved itself—the deep clay loam extends here as possible quickly to agriculture or horticulture, giving immense crops with little exertion. Truly this is a fruitful land for those who have the go and knowledge to work it. [953, 938, 1102, 1091]
morgan-weekly: WEEKLY TIME-TABLE [45, 787, 127, 797]
table-cell [94, 538, 159, 548]
